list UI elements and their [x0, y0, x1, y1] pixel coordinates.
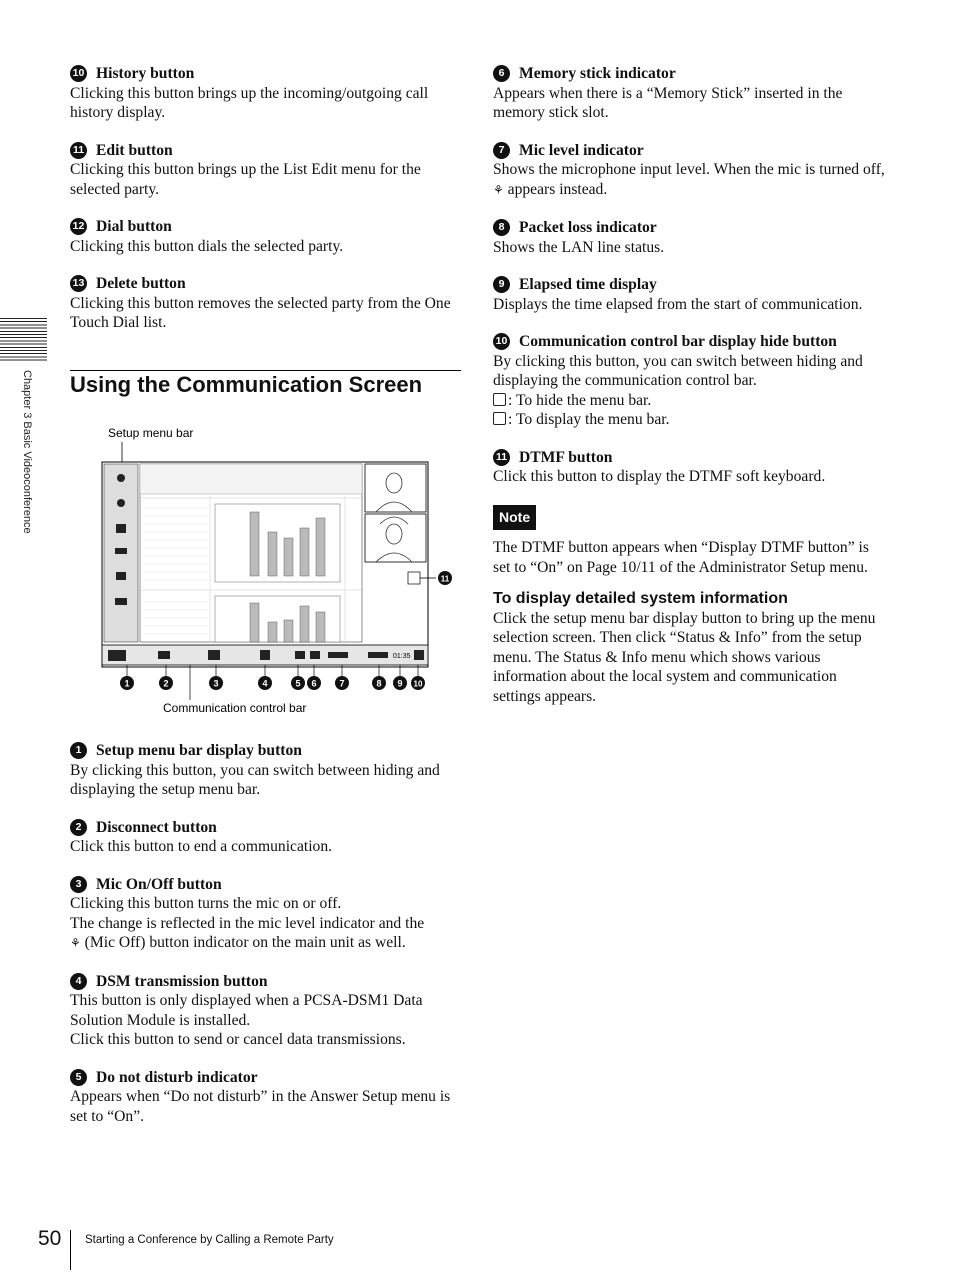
item-body: (Mic Off) button indicator on the main unit as well.	[84, 934, 406, 951]
item-title: Dial button	[96, 218, 172, 235]
item-dsm-transmission	[70, 972, 462, 1050]
item-body: Shows the LAN line status.	[493, 238, 665, 256]
item-body: Appears when there is a “Memory Stick” inserted in the memory stick slot.	[493, 84, 843, 121]
left-column-top	[70, 64, 462, 351]
item-body: Appears when “Do not disturb” in the Answer Setup menu is set to “On”.	[70, 1088, 451, 1125]
callout-badge: 11	[70, 142, 87, 159]
item-body: Clicking this button brings up the List Edit menu for the selected party.	[70, 161, 421, 198]
callout-badge: 8	[493, 219, 510, 236]
item-body: Click this button to send or cancel data transmissions.	[70, 1031, 406, 1048]
communication-screen-figure	[100, 420, 460, 720]
item-body: : To display the menu bar.	[508, 411, 670, 428]
item-body: appears instead.	[507, 180, 608, 198]
callout-badge: 11	[493, 449, 510, 466]
item-title: Mic On/Off button	[96, 875, 222, 893]
sub-body: Click the setup menu bar display button to bring up the menu selection screen. Then click “Status & Info” from the setup menu. The Status & Info menu which shows various information about the local system and communication settings appears.	[493, 609, 876, 705]
item-dtmf	[493, 448, 888, 487]
svg-text:1: 1	[124, 678, 130, 689]
item-control-bar-hide	[493, 332, 888, 430]
note-body: The DTMF button appears when “Display DTMF button” is set to “On” on Page 10/11 of the Administrator Setup menu.	[493, 539, 869, 576]
item-disconnect	[70, 818, 462, 857]
item-title: Do not disturb indicator	[96, 1068, 258, 1086]
item-title: Communication control bar display hide button	[519, 333, 837, 350]
footer-text: Starting a Conference by Calling a Remote Party	[85, 1234, 334, 1246]
item-mic-onoff	[70, 875, 462, 954]
item-elapsed-time	[493, 275, 888, 314]
item-body: Displays the time elapsed from the start of communication.	[493, 295, 863, 313]
footer-rule	[70, 1230, 71, 1270]
item-setup-menu-bar-display	[70, 741, 462, 800]
item-edit	[70, 141, 462, 200]
item-title: Disconnect button	[96, 818, 217, 836]
setup-menu-bar-label: Setup menu bar	[108, 426, 194, 440]
item-body: The change is reflected in the mic level indicator and the	[70, 914, 425, 932]
mic-off-icon: ⚘	[70, 936, 81, 950]
svg-text:8: 8	[376, 678, 382, 689]
item-body: Shows the microphone input level. When the mic is turned off,	[493, 161, 885, 178]
chapter-tab-label: Chapter 3 Basic Videoconference	[21, 370, 33, 534]
svg-text:7: 7	[339, 678, 345, 689]
item-body: By clicking this button, you can switch between hiding and displaying the setup menu bar.	[70, 761, 440, 798]
svg-text:11: 11	[440, 574, 450, 584]
item-body: Clicking this button dials the selected party.	[70, 237, 344, 255]
item-title: DSM transmission button	[96, 972, 268, 990]
item-body: : To hide the menu bar.	[508, 391, 652, 409]
callout-badge: 9	[493, 276, 510, 293]
item-title: Edit button	[96, 141, 173, 159]
callout-badge: 1	[70, 742, 87, 759]
item-packet-loss	[493, 218, 888, 257]
item-delete	[70, 274, 462, 333]
elapsed-time-readout: 01:35	[393, 653, 411, 660]
svg-text:6: 6	[311, 678, 317, 689]
item-body: Clicking this button brings up the incoming/outgoing call history display.	[70, 84, 429, 121]
page-number: 50	[38, 1227, 62, 1250]
show-bar-icon	[493, 412, 506, 425]
item-body: By clicking this button, you can switch between hiding and displaying the communication control bar.	[493, 352, 863, 389]
right-column	[493, 64, 888, 706]
svg-text:4: 4	[262, 678, 268, 689]
section-rule	[70, 370, 461, 371]
note-label: Note	[493, 505, 536, 531]
mic-off-icon: ⚘	[493, 182, 504, 197]
svg-text:3: 3	[213, 678, 219, 689]
svg-text:2: 2	[163, 678, 169, 689]
item-mic-level	[493, 141, 888, 201]
dtmf-button	[408, 572, 420, 584]
svg-text:9: 9	[397, 678, 403, 689]
svg-text:5: 5	[295, 678, 301, 689]
item-title: Elapsed time display	[519, 276, 657, 293]
callout-badge: 10	[70, 65, 87, 82]
subheading: To display detailed system information	[493, 590, 788, 607]
item-title: Setup menu bar display button	[96, 742, 302, 759]
callout-badge: 5	[70, 1069, 87, 1086]
callout-badge: 6	[493, 65, 510, 82]
item-title: Mic level indicator	[519, 141, 644, 159]
item-title: History button	[96, 65, 195, 82]
callout-badge: 4	[70, 973, 87, 990]
item-body: Click this button to end a communication.	[70, 838, 333, 855]
callout-badge: 2	[70, 819, 87, 836]
item-title: Delete button	[96, 275, 186, 292]
item-memory-stick	[493, 64, 888, 123]
callout-badge: 13	[70, 275, 87, 292]
callout-badge: 10	[493, 333, 510, 350]
callout-badge: 3	[70, 876, 87, 893]
item-body: Click this button to display the DTMF soft keyboard.	[493, 468, 826, 485]
callout-badge: 7	[493, 142, 510, 159]
svg-text:10: 10	[413, 679, 423, 689]
chapter-tab-stripe	[0, 318, 47, 362]
item-body: This button is only displayed when a PCSA-DSM1 Data Solution Module is installed.	[70, 992, 423, 1029]
item-title: Memory stick indicator	[519, 65, 676, 82]
item-do-not-disturb	[70, 1068, 462, 1127]
item-dial	[70, 217, 462, 256]
item-title: DTMF button	[519, 448, 613, 466]
item-body: Clicking this button turns the mic on or off.	[70, 895, 342, 912]
item-body: Clicking this button removes the selected party from the One Touch Dial list.	[70, 294, 451, 331]
hide-bar-icon	[493, 393, 506, 406]
callout-badge: 12	[70, 218, 87, 235]
item-history	[70, 64, 462, 123]
left-column-bottom	[70, 741, 462, 1144]
section-title: Using the Communication Screen	[70, 372, 423, 397]
item-title: Packet loss indicator	[519, 219, 657, 236]
control-bar-label: Communication control bar	[163, 701, 307, 715]
